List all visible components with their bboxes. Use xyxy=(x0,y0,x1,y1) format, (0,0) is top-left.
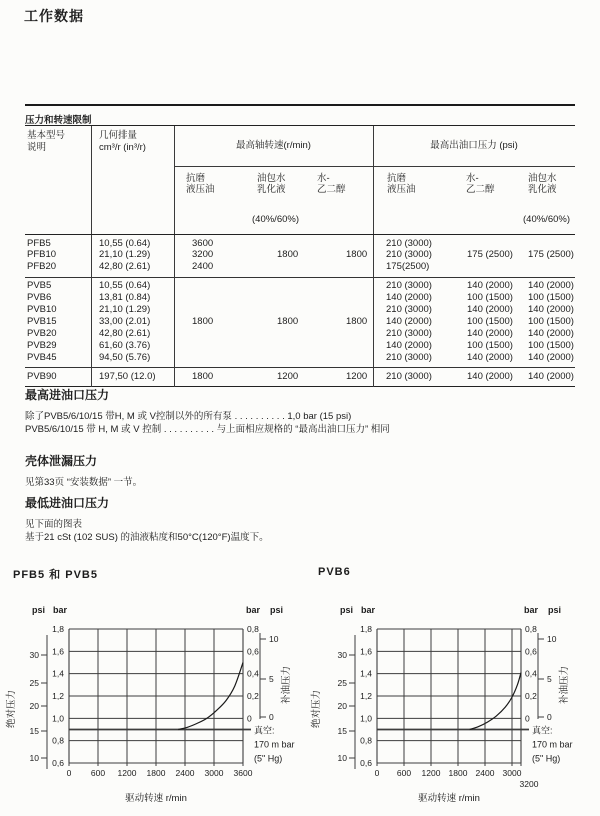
psi-left-tick-label: 15 xyxy=(29,726,39,736)
table-row xyxy=(25,371,575,383)
cell-p3: 140 (2000) xyxy=(528,351,574,363)
cell-s1 xyxy=(174,328,247,340)
cell-s1: 3200 xyxy=(192,249,214,261)
table-section-label: 压力和转速限制 xyxy=(25,115,92,126)
cell-model: PVB15 xyxy=(27,315,57,327)
x-tick-label: 3000 xyxy=(204,768,224,778)
cell-s3 xyxy=(306,261,373,273)
cell-s1: 1800 xyxy=(192,370,214,382)
bar-left-tick-label: 1,4 xyxy=(360,668,372,679)
cell-model: PVB90 xyxy=(27,370,57,382)
cell-disp: 33,00 (2.01) xyxy=(99,315,151,327)
subheader-water-glycol: 水- 乙二醇 xyxy=(317,173,346,195)
x-tick-label: 1200 xyxy=(421,768,441,778)
table-row xyxy=(25,238,575,250)
bar-left-tick-label: 1,6 xyxy=(52,646,64,657)
x-tick-label: 1800 xyxy=(448,768,468,778)
cell-s2 xyxy=(247,352,306,364)
table-group xyxy=(25,368,575,386)
table-row xyxy=(25,280,575,292)
psi-left-tick-label: 25 xyxy=(29,678,39,688)
pct-ratio-label: (40%/60%) xyxy=(523,214,570,225)
cell-p3: 140 (2000) xyxy=(528,370,574,382)
group-header-max-shaft-speed: 最高轴转速(r/min) xyxy=(236,140,311,151)
bar-unit-label: bar xyxy=(360,605,375,615)
note-line: 见下面的图表 xyxy=(25,519,83,530)
cell-s2 xyxy=(247,340,306,352)
y-axis-title-left: 绝对压力 xyxy=(6,689,17,729)
note-title: 最高进油口压力 xyxy=(25,388,110,402)
group-header-max-outlet-pressure: 最高出油口压力 (psi) xyxy=(430,140,518,151)
cell-p1: 140 (2000) xyxy=(386,292,432,304)
psi-left-tick-label: 20 xyxy=(29,701,39,711)
bar-right-tick-label: 0,4 xyxy=(247,668,259,679)
table-row xyxy=(25,352,575,364)
table-row xyxy=(25,249,575,261)
cell-p2: 175 (2500) xyxy=(467,249,513,261)
page-title: 工作数据 xyxy=(24,8,84,24)
bar-right-tick-label: 0 xyxy=(525,713,530,724)
psi-right-tick-label: 0 xyxy=(547,712,552,722)
x-tick-label: 2400 xyxy=(175,768,195,778)
bar-right-tick-label: 0,2 xyxy=(525,691,537,701)
cell-disp: 42,80 (2.61) xyxy=(99,327,151,339)
bar-left-tick-label: 1,4 xyxy=(52,668,64,679)
x-axis-title: 驱动转速 r/min xyxy=(418,793,480,804)
x-tick-label: 1200 xyxy=(117,768,137,778)
cell-p1: 210 (3000) xyxy=(386,280,432,292)
x-tick-label: 600 xyxy=(396,768,412,778)
cell-p1: 210 (3000) xyxy=(386,304,432,316)
min-inlet-pressure-chart xyxy=(305,595,600,816)
cell-disp: 13,81 (0.84) xyxy=(99,292,151,304)
note-line: 除了PVB5/6/10/15 带H, M 或 V控制以外的所有泵 . . . . . . . . . . 1,0 bar (15 psi) xyxy=(25,411,352,422)
bar-right-tick-label: 0,8 xyxy=(247,624,259,634)
note-line: 基于21 cSt (102 SUS) 的油液粘度和50°C(120°F)温度下。 xyxy=(25,532,269,543)
bar-left-tick-label: 0,8 xyxy=(360,735,372,746)
col-header-displacement: 几何排量 xyxy=(99,130,138,141)
table-group xyxy=(25,278,575,368)
bar-right-tick-label: 0,6 xyxy=(247,646,259,657)
cell-s1 xyxy=(174,340,247,352)
cell-s2: 1800 xyxy=(277,249,299,261)
cell-s1: 2400 xyxy=(192,261,214,273)
cell-s3 xyxy=(306,340,373,352)
col-header-model: 基本型号 xyxy=(27,130,66,141)
table-row xyxy=(25,261,575,273)
cell-disp: 42,80 (2.61) xyxy=(99,261,151,273)
table-group xyxy=(25,235,575,278)
cell-disp: 10,55 (0.64) xyxy=(99,237,151,249)
cell-disp: 21,10 (1.29) xyxy=(99,304,151,316)
note-title: 最低进油口压力 xyxy=(25,496,110,510)
x-tick-label: 2400 xyxy=(475,768,495,778)
cell-s2 xyxy=(247,304,306,316)
cell-model: PVB6 xyxy=(27,292,52,304)
cell-p3: 175 (2500) xyxy=(528,249,574,261)
cell-s1: 1800 xyxy=(192,315,214,327)
cell-model: PVB20 xyxy=(27,327,57,339)
y-axis-title-right: 补油压力 xyxy=(559,665,570,705)
psi-unit-label: psi xyxy=(339,605,353,615)
cell-p1: 175(2500) xyxy=(386,261,430,273)
psi-left-tick-label: 10 xyxy=(337,753,347,763)
cell-disp: 10,55 (0.64) xyxy=(99,280,151,292)
cell-s2 xyxy=(247,261,306,273)
cell-p2: 100 (1500) xyxy=(467,339,513,351)
y-axis-title-right: 补油压力 xyxy=(281,665,292,705)
bar-left-tick-label: 1,0 xyxy=(52,713,64,724)
bar-left-tick-label: 0,6 xyxy=(52,758,64,768)
cell-disp: 61,60 (3.76) xyxy=(99,339,151,351)
table-row xyxy=(25,340,575,352)
chart-title: PVB6 xyxy=(318,566,351,578)
cell-disp: 21,10 (1.29) xyxy=(99,249,151,261)
vacuum-note: 真空: xyxy=(254,725,275,736)
bar-left-tick-label: 1,2 xyxy=(360,691,372,701)
cell-s2: 1200 xyxy=(277,370,299,382)
bar-left-tick-label: 1,8 xyxy=(360,624,372,634)
cell-model: PVB10 xyxy=(27,304,57,316)
psi-left-tick-label: 10 xyxy=(29,753,39,763)
bar-right-tick-label: 0,6 xyxy=(525,646,537,657)
psi-right-tick-label: 10 xyxy=(269,634,279,644)
col-header-displacement-unit: cm³/r (in³/r) xyxy=(99,142,146,153)
cell-p3: 140 (2000) xyxy=(528,327,574,339)
bar-right-tick-label: 0,8 xyxy=(525,624,537,634)
subheader-antiwear-oil: 抗磨 液压油 xyxy=(387,173,416,195)
cell-p2: 100 (1500) xyxy=(467,292,513,304)
psi-right-tick-label: 5 xyxy=(547,674,552,684)
table-body xyxy=(25,235,575,387)
chart-pvb6 xyxy=(305,563,600,816)
psi-right-tick-label: 10 xyxy=(547,634,557,644)
x-tick-label: 0 xyxy=(374,768,380,778)
psi-left-tick-label: 20 xyxy=(337,701,347,711)
note-max-inlet-pressure xyxy=(25,386,575,436)
x-tick-label: 600 xyxy=(90,768,106,778)
cell-p1: 140 (2000) xyxy=(386,339,432,351)
bar-unit-label: bar xyxy=(524,605,539,615)
table-row xyxy=(25,304,575,316)
cell-disp: 197,50 (12.0) xyxy=(99,370,156,382)
psi-right-tick-label: 5 xyxy=(269,674,274,684)
x-tick-label: 3000 xyxy=(502,768,522,778)
note-title: 壳体泄漏压力 xyxy=(25,454,98,468)
limits-table xyxy=(25,125,575,387)
cell-p1: 210 (3000) xyxy=(386,351,432,363)
cell-s1 xyxy=(174,280,247,292)
cell-model: PFB5 xyxy=(27,237,51,249)
bar-right-tick-label: 0,2 xyxy=(247,691,259,701)
cell-p2 xyxy=(455,261,521,273)
header-divider-line xyxy=(174,166,575,167)
psi-right-tick-label: 0 xyxy=(269,712,274,722)
psi-left-tick-label: 15 xyxy=(337,726,347,736)
cell-p3: 100 (1500) xyxy=(528,315,574,327)
x-tick-label: 3600 xyxy=(233,768,253,778)
cell-s3: 1200 xyxy=(346,370,368,382)
cell-s1 xyxy=(174,352,247,364)
cell-s1: 3600 xyxy=(192,237,214,249)
cell-s2: 1800 xyxy=(277,315,299,327)
cell-p2: 140 (2000) xyxy=(467,351,513,363)
cell-s3: 1800 xyxy=(346,315,368,327)
min-inlet-pressure-curve xyxy=(470,673,521,730)
x-axis-title: 驱动转速 r/min xyxy=(125,793,187,804)
cell-s3 xyxy=(306,292,373,304)
cell-p2 xyxy=(455,238,521,250)
bar-left-tick-label: 0,8 xyxy=(52,735,64,746)
cell-s2 xyxy=(247,328,306,340)
table-row xyxy=(25,328,575,340)
psi-unit-label: psi xyxy=(270,605,284,615)
note-line: 见第33页 “安装数据” 一节。 xyxy=(25,477,143,488)
subheader-water-glycol: 水- 乙二醇 xyxy=(466,173,495,195)
subheader-antiwear-oil: 抗磨 液压油 xyxy=(186,173,215,195)
pct-ratio-label: (40%/60%) xyxy=(252,214,299,225)
cell-p2: 140 (2000) xyxy=(467,280,513,292)
cell-p1: 210 (3000) xyxy=(386,237,432,249)
cell-p3: 140 (2000) xyxy=(528,304,574,316)
table-header xyxy=(25,126,575,235)
cell-p3 xyxy=(521,238,575,250)
cell-p3: 140 (2000) xyxy=(528,280,574,292)
cell-p2: 100 (1500) xyxy=(467,315,513,327)
cell-p2: 140 (2000) xyxy=(467,327,513,339)
bar-left-tick-label: 1,2 xyxy=(52,691,64,701)
psi-unit-label: psi xyxy=(548,605,562,615)
cell-model: PFB20 xyxy=(27,261,57,273)
bar-left-tick-label: 1,6 xyxy=(360,646,372,657)
cell-s1 xyxy=(174,292,247,304)
bar-unit-label: bar xyxy=(246,605,261,615)
cell-s3 xyxy=(306,238,373,250)
vacuum-note: 170 m bar xyxy=(254,739,295,750)
vacuum-note: (5" Hg) xyxy=(254,753,283,764)
min-inlet-pressure-chart xyxy=(0,595,300,816)
cell-s2 xyxy=(247,238,306,250)
cell-model: PVB5 xyxy=(27,280,52,292)
cell-s3 xyxy=(306,352,373,364)
psi-left-tick-label: 30 xyxy=(337,650,347,660)
chart-pfb5-pvb5 xyxy=(0,563,300,816)
cell-model: PVB29 xyxy=(27,339,57,351)
cell-p1: 210 (3000) xyxy=(386,370,432,382)
bar-right-tick-label: 0 xyxy=(247,713,252,724)
cell-p1: 210 (3000) xyxy=(386,249,432,261)
cell-p3 xyxy=(521,261,575,273)
bar-left-tick-label: 0,6 xyxy=(360,758,372,768)
vacuum-note: (5" Hg) xyxy=(532,753,561,764)
note-line: PVB5/6/10/15 带 H, M 或 V 控制 . . . . . . . . . . 与上面相应规格的 “最高出油口压力” 相同 xyxy=(25,424,390,435)
cell-p1: 210 (3000) xyxy=(386,327,432,339)
cell-s3 xyxy=(306,304,373,316)
cell-p2: 140 (2000) xyxy=(467,370,513,382)
cell-s3: 1800 xyxy=(346,249,368,261)
subheader-water-in-oil-emulsion: 油包水 乳化液 xyxy=(528,173,557,195)
note-min-inlet-pressure xyxy=(25,494,575,544)
psi-left-tick-label: 25 xyxy=(337,678,347,688)
x-edge-label: 3200 xyxy=(519,779,539,789)
cell-disp: 94,50 (5.76) xyxy=(99,351,151,363)
bar-left-tick-label: 1,8 xyxy=(52,624,64,634)
cell-s2 xyxy=(247,280,306,292)
bar-right-tick-label: 0,4 xyxy=(525,668,537,679)
psi-unit-label: psi xyxy=(31,605,45,615)
cell-model: PVB45 xyxy=(27,351,57,363)
x-tick-label: 0 xyxy=(66,768,72,778)
table-row xyxy=(25,316,575,328)
psi-left-tick-label: 30 xyxy=(29,650,39,660)
note-case-drain-pressure xyxy=(25,452,575,489)
cell-s2 xyxy=(247,292,306,304)
chart-title: PFB5 和 PVB5 xyxy=(13,569,98,581)
vacuum-note: 170 m bar xyxy=(532,739,573,750)
subheader-water-in-oil-emulsion: 油包水 乳化液 xyxy=(257,173,286,195)
cell-model: PFB10 xyxy=(27,249,57,261)
cell-s1 xyxy=(174,304,247,316)
cell-p3: 100 (1500) xyxy=(528,339,574,351)
table-row xyxy=(25,292,575,304)
cell-s3 xyxy=(306,280,373,292)
y-axis-title-left: 绝对压力 xyxy=(311,689,322,729)
col-header-model-sub: 说明 xyxy=(27,142,47,153)
bar-unit-label: bar xyxy=(52,605,67,615)
cell-p3: 100 (1500) xyxy=(528,292,574,304)
cell-s3 xyxy=(306,328,373,340)
x-tick-label: 1800 xyxy=(146,768,166,778)
bar-left-tick-label: 1,0 xyxy=(360,713,372,724)
vacuum-note: 真空: xyxy=(532,725,553,736)
cell-p1: 140 (2000) xyxy=(386,315,432,327)
horizontal-rule xyxy=(25,104,575,106)
cell-p2: 140 (2000) xyxy=(467,304,513,316)
